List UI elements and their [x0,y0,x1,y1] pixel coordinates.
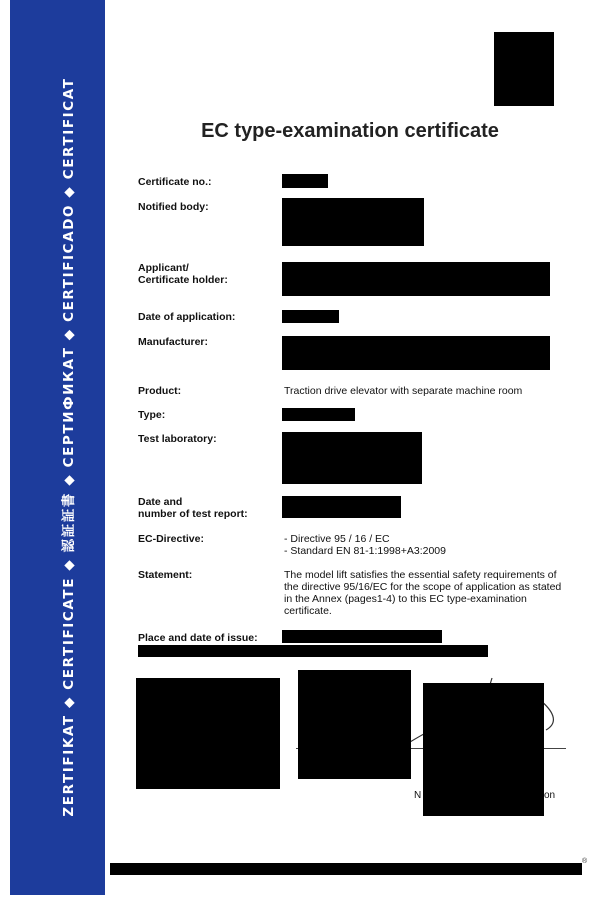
redacted-signature-left [136,678,280,789]
redacted-footer [110,863,582,875]
type-label: Type: [138,409,166,421]
side-band-text: ZERTIFIKAT ◆ CERTIFICATE ◆ 認証証書 ◆ СЕРТИФИКАТ ◆ CERTIFICADO ◆ CERTIFICAT [61,77,77,817]
redacted-place-date [282,630,442,643]
standard-line: - Standard EN 81-1:1998+A3:2009 [284,545,446,557]
side-band [10,0,105,895]
applicant-label-line1: Applicant/ [138,262,189,274]
test-report-label-line1: Date and [138,496,183,508]
redacted-certificate-no [282,174,328,188]
applicant-label [138,262,228,286]
redacted-signature-middle [298,670,411,779]
redacted-test-report [282,496,401,518]
redacted-type [282,408,355,421]
place-date-label: Place and date of issue: [138,632,258,644]
applicant-label-line2: Certificate holder: [138,274,228,286]
certificate-no-label: Certificate no.: [138,176,212,188]
date-of-application-label: Date of application: [138,311,236,323]
redacted-notified-body [282,198,424,246]
redacted-applicant [282,262,550,296]
statement-label: Statement: [138,569,193,581]
statement-value: The model lift satisfies the essential safety requirements of the directive 95/16/EC for the scope of application as stated in the Annex (pages1-4) to this EC type-examination certificate. [284,569,562,617]
redacted-issue-line [138,645,488,657]
ec-directive-label: EC-Directive: [138,533,204,545]
test-laboratory-label: Test laboratory: [138,433,217,445]
redacted-date-of-application [282,310,339,323]
signature-fragment-right: on [544,790,556,801]
redacted-signature-right [423,683,544,816]
product-value: Traction drive elevator with separate machine room [284,385,523,397]
ec-directive-value [284,533,446,557]
page-title: EC type-examination certificate [201,120,499,142]
directive-line: - Directive 95 / 16 / EC [284,533,390,545]
signature-fragment-left: N [414,790,422,801]
manufacturer-label: Manufacturer: [138,336,209,348]
redacted-logo [494,32,554,106]
redacted-manufacturer [282,336,550,370]
test-report-label-line2: number of test report: [138,508,248,520]
registered-mark: ® [582,858,588,865]
product-label: Product: [138,385,182,397]
test-report-label [138,496,248,520]
notified-body-label: Notified body: [138,201,209,213]
redacted-test-laboratory [282,432,422,484]
